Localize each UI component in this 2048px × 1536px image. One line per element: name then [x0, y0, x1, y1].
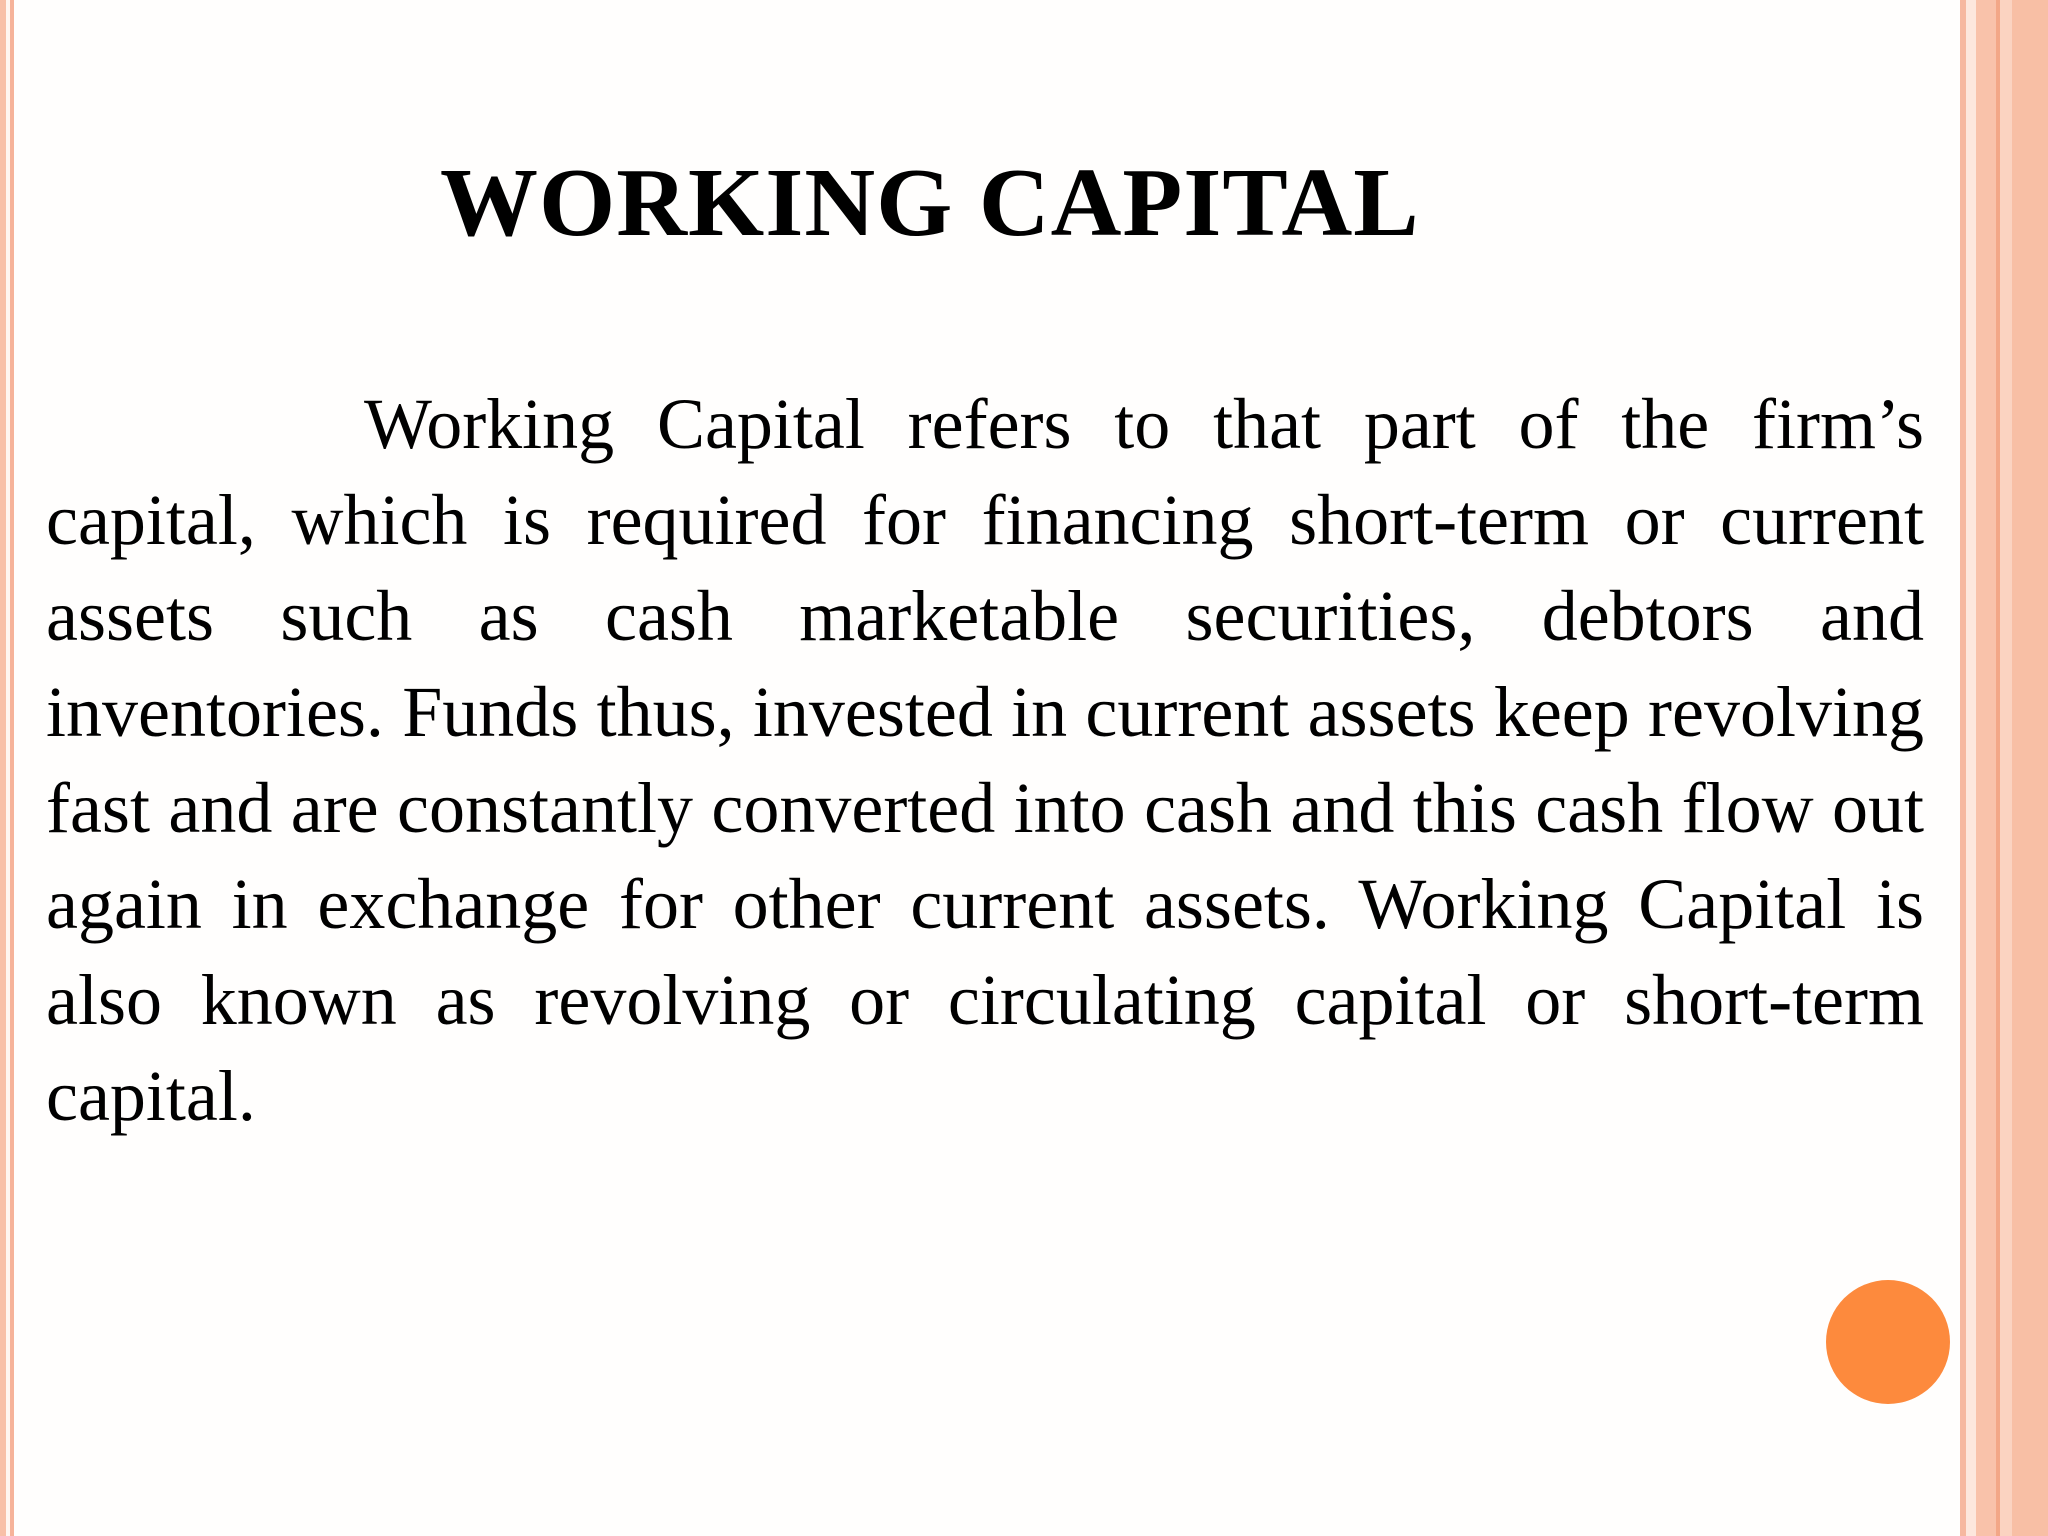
- left-border-inner: [10, 0, 14, 1536]
- right-border-stripe: [1966, 0, 1976, 1536]
- right-border-stripe: [1976, 0, 1996, 1536]
- right-border-stripe: [2012, 0, 2048, 1536]
- slide-body-paragraph: Working Capital refers to that part of the firm’s capital, which is required for financing short-term or current assets such as cash marketable securities, debtors and inventories. Funds thus, invested in current assets keep revolving fast and are constantly converted into cash and this cash flow out again in exchange for other current assets. Working Capital is also known as revolving or circulating capital or short-term capital.: [46, 384, 1924, 1136]
- slide-title: WORKING CAPITAL: [440, 149, 1420, 257]
- decorative-orange-dot: [1826, 1280, 1950, 1404]
- right-border-stripe: [2000, 0, 2012, 1536]
